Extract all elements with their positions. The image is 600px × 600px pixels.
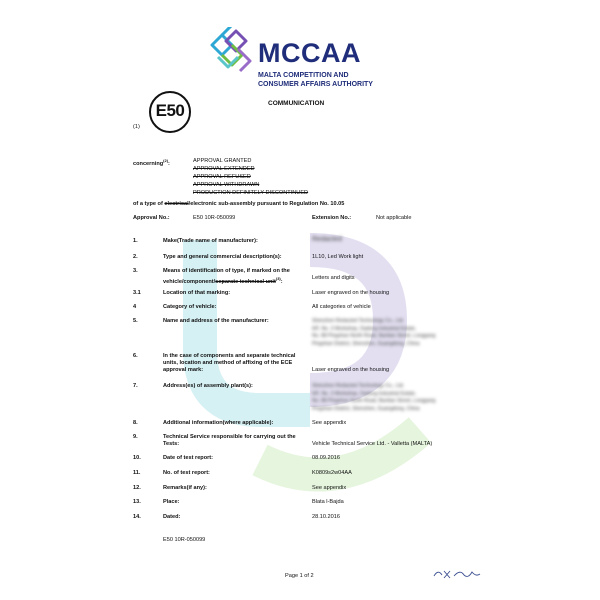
concerning-option-refused: APPROVAL REFUSED (193, 174, 251, 180)
item-num: 7. (133, 383, 138, 389)
item-num: 8. (133, 420, 138, 426)
address-line: 6/F, No. 3 Workshop, Dadong Industrial Estate, (312, 390, 417, 397)
item-num: 10. (133, 455, 141, 461)
item-value: Laser engraved on the housing (312, 290, 390, 296)
item-label-line: Technical Service responsible for carrying out the (163, 434, 296, 440)
address-line: No. 88 Pingshan North Road, Bantian Street, Longgang (312, 398, 436, 404)
item-label-part: vehicle/component/ (163, 278, 216, 285)
concerning-text: concerning (133, 160, 164, 167)
item-value: All categories of vehicle (312, 304, 371, 310)
item-num: 9. (133, 434, 138, 440)
approval-value: E50 10R-050099 (193, 215, 236, 221)
item-label-line: approval mark: (163, 367, 204, 373)
item-value: See appendix (312, 485, 347, 491)
item-value-redacted: Redacted (312, 236, 342, 243)
item-num: 13. (133, 499, 141, 505)
item-label: Address(es) of assembly plant(s): (163, 383, 253, 389)
item-label: Category of vehicle: (163, 304, 217, 310)
concerning-option-withdrawn: APPROVAL WITHDRAWN (193, 182, 260, 188)
item-label-struck: separate technical unit (215, 278, 276, 285)
item-num: 3. (133, 268, 138, 274)
item-label: Place: (163, 499, 180, 505)
doc-title: COMMUNICATION (268, 100, 325, 107)
item-label (163, 434, 296, 448)
concerning-sup: (2) (163, 158, 169, 163)
type-line (133, 201, 344, 208)
org-line-1: MALTA COMPETITION AND (258, 72, 349, 79)
concerning-label: concerning$^{(2)}$: (133, 158, 170, 167)
item-num: 1. (133, 238, 138, 244)
item-label: Additional information(where applicable): (163, 420, 274, 426)
item-label: Name and address of the manufacturer: (163, 318, 269, 324)
item-label (163, 353, 295, 374)
item-num: 11. (133, 470, 141, 476)
extension-label: Extension No.: (312, 215, 352, 221)
item-label: Date of test report: (163, 455, 214, 461)
item-value: 1L10, Led Work light (312, 254, 364, 260)
footnote-ref: (1) (133, 124, 140, 130)
item-label: Means of identification of type, if marked on the vehicle/component/separate technical unit$^{(3)}$: (163, 268, 290, 285)
address-line: Shenzhen Redacted Technology Co., Ltd. (312, 318, 405, 324)
item-num: 14. (133, 514, 141, 520)
address-line: Shenzhen Redacted Technology Co., Ltd. (312, 383, 405, 389)
item-num: 2. (133, 254, 138, 260)
address-line: 6/F, No. 3 Workshop, Dadong Industrial Estate, (312, 325, 417, 332)
type-line-post: /electronic sub-assembly pursuant to Regulation No. 10.05 (188, 201, 345, 207)
item-num: 6. (133, 353, 138, 359)
item-label: Make(Trade name of manufacturer): (163, 238, 258, 244)
extension-value: Not applicable (376, 215, 412, 221)
approval-label: Approval No.: (133, 215, 170, 221)
item-value: 28.10.2016 (312, 514, 340, 520)
mccaa-logo-icon (208, 27, 254, 73)
item-value: 08.09.2016 (312, 455, 340, 461)
item-label: Remarks(if any): (163, 485, 207, 491)
address-line: Pingshan District, Shenzhen, Guangdong, China (312, 405, 420, 412)
concerning-option-granted: APPROVAL GRANTED (193, 158, 252, 164)
type-line-struck: electrical (164, 201, 189, 207)
item-value: Letters and digits (312, 275, 355, 281)
item-num: 3.1 (133, 290, 141, 296)
item-num: 5. (133, 318, 138, 324)
item-num: 4 (133, 304, 137, 310)
item-value: K0809s2w04AA (312, 470, 352, 476)
org-name: MCCAA (258, 38, 361, 68)
item-label-line: In the case of components and separate technical (163, 353, 296, 359)
item-value: Vehicle Technical Service Ltd. - Valletta (MALTA) (312, 441, 433, 447)
item-value-redacted (312, 318, 435, 348)
concerning-options (193, 157, 308, 197)
org-line-2: CONSUMER AFFAIRS AUTHORITY (258, 81, 373, 88)
item-num: 12. (133, 485, 141, 491)
item-value-redacted (312, 383, 435, 413)
concerning-option-extended: APPROVAL EXTENDED (193, 166, 255, 172)
item-value: Laser engraved on the housing (312, 367, 390, 373)
concerning-option-discontinued: PRODUCTION DEFINITELY DISCONTINUED (193, 190, 309, 196)
item-value: Blata l-Bajda (312, 499, 344, 505)
item-label-line: units, location and method of affixing of the ECE (163, 360, 293, 366)
item-label: Location of that marking: (163, 290, 231, 296)
item-label-line: Means of identification of type, if marked on the (163, 268, 290, 274)
item-label-sup: (3) (275, 276, 281, 281)
item-value: See appendix (312, 420, 347, 426)
page-number: Page 1 of 2 (285, 573, 314, 579)
item-label: No. of test report: (163, 470, 210, 476)
address-line: Pingshan District, Shenzhen, Guangdong, China (312, 340, 420, 347)
footer-approval-ref: E50 10R-050099 (163, 537, 206, 543)
item-label: Type and general commercial description(s): (163, 254, 282, 260)
item-label-line: Tests: (163, 441, 180, 447)
e-mark-text: E50 (155, 101, 185, 120)
signature-mark (432, 567, 482, 581)
type-line-pre: of a type of (133, 201, 165, 207)
address-line: No. 88 Pingshan North Road, Bantian Street, Longgang (312, 333, 436, 339)
item-label: Dated: (163, 514, 181, 520)
